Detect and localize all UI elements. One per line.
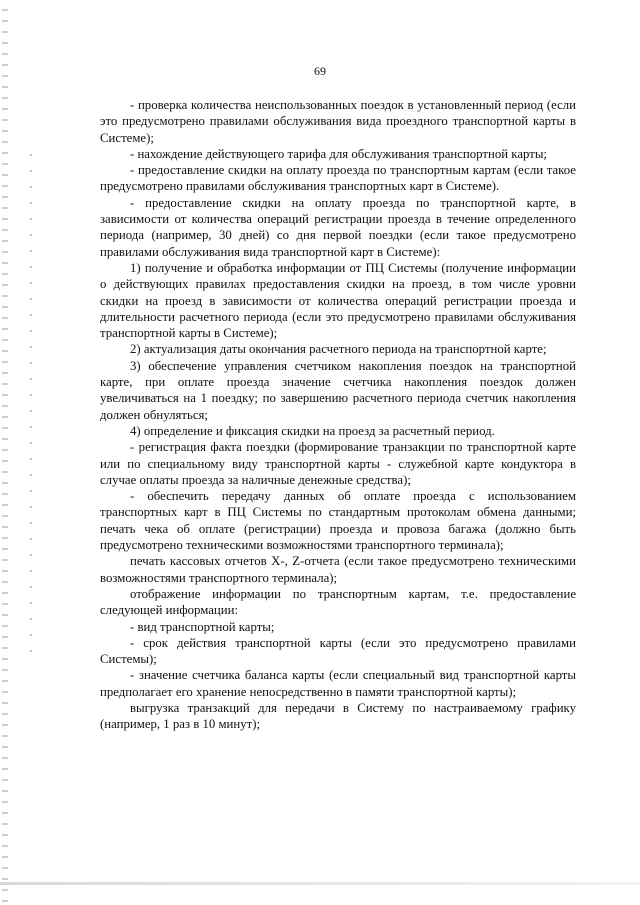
paragraph: выгрузка транзакций для передачи в Систему по настраиваемому графику (например, 1 раз в 10 минут);	[100, 700, 576, 732]
paragraph: - значение счетчика баланса карты (если специальный вид транспортной карты предполагает его хранение непосредственно в памяти транспортной карты);	[100, 668, 576, 699]
scan-edge-artifact	[2, 0, 8, 905]
document-body	[100, 97, 576, 733]
page-number: 69	[314, 64, 326, 78]
paragraph: 1) получение и обработка информации от ПЦ Системы (получение информации о действующих правилах предоставления скидки на проезд, в том числе уровни скидки на проезд в зависимости от количества операций регистрации проезда и длительности расчетного периода (если это предусмотрено правилами обслуживания транспортной карты в Системе);	[100, 260, 576, 341]
paragraph: - предоставление скидки на оплату проезда по транспортным картам (если такое предусмотрено правилами обслуживания транспортных карт в Системе).	[100, 163, 576, 194]
paragraph: - проверка количества неиспользованных поездок в установленный период (если это предусмотрено правилами обслуживания вида проездного транспортной карты в Системе);	[100, 98, 576, 145]
paragraph: 3) обеспечение управления счетчиком накопления поездок на транспортной карте, при оплате проезда значение счетчика накопления поездок должен увеличиваться на 1 поездку; по завершению расчетного периода счетчик накопления должен обнуляться;	[100, 358, 576, 422]
paragraph: - обеспечить передачу данных об оплате проезда с использованием транспортных карт в ПЦ Системы по стандартным протоколам обмена данными; печать чека об оплате (регистрации) проезда и провоза багажа (должно быть предусмотрено техническими возможностями транспортного терминала);	[100, 489, 576, 553]
paragraph: - нахождение действующего тарифа для обслуживания транспортной карты;	[130, 146, 547, 161]
paragraph: - срок действия транспортной карты (если это предусмотрено правилами Системы);	[100, 635, 576, 667]
paragraph: - регистрация факта поездки (формирование транзакции по транспортной карте или по специальному виду транспортной карты - служебной карте кондуктора в случае оплаты проезда за наличные денежные средства);	[100, 440, 576, 487]
scan-edge-artifact-inner	[30, 140, 32, 660]
paragraph: 4) определение и фиксация скидки на проезд за расчетный период.	[130, 423, 495, 438]
paragraph: - предоставление скидки на оплату проезда по транспортной карте, в зависимости от количества операций регистрации проезда в течение определенного периода (например, 30 дней) со дня первой поездки (если такое предусмотрено правилами обслуживания вида транспортной карт в Системе):	[100, 195, 576, 259]
paragraph: 2) актуализация даты окончания расчетного периода на транспортной карте;	[130, 342, 547, 357]
scan-bottom-artifact	[0, 882, 640, 885]
paragraph: - вид транспортной карты;	[130, 619, 275, 634]
paragraph: отображение информации по транспортным картам, т.е. предоставление следующей информации:	[100, 586, 576, 618]
paragraph: печать кассовых отчетов Х-, Z-отчета (если такое предусмотрено техническими возможностями транспортного терминала);	[100, 554, 576, 585]
